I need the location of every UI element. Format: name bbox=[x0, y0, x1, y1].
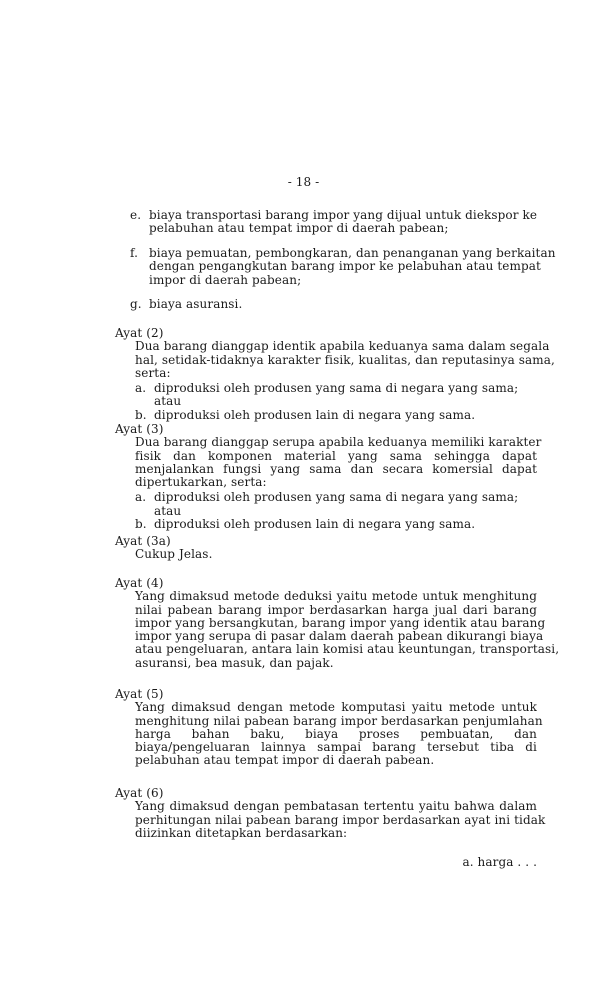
text-line: Yang dimaksud dengan metode komputasi yaitu metode untuk bbox=[135, 700, 537, 715]
text-line: pelabuhan atau tempat impor di daerah pabean; bbox=[149, 221, 449, 236]
list-marker: e. bbox=[130, 208, 142, 222]
sub-item-marker: b. bbox=[135, 407, 147, 422]
list-marker: g. bbox=[130, 297, 142, 311]
section-body bbox=[135, 700, 543, 768]
text-line: asuransi, bea masuk, dan pajak. bbox=[135, 655, 334, 670]
text-line: dipertukarkan, serta: bbox=[135, 475, 267, 490]
section-body bbox=[135, 435, 542, 490]
section-heading: Ayat (2) bbox=[115, 326, 164, 340]
section-heading: Ayat (4) bbox=[115, 576, 164, 590]
text-line: fisik dan komponen material yang sama sehingga dapat bbox=[135, 448, 537, 463]
page-number: - 18 - bbox=[287, 175, 320, 189]
sub-item bbox=[135, 491, 537, 518]
text-line: biaya asuransi. bbox=[149, 297, 243, 311]
section-heading: Ayat (6) bbox=[115, 786, 164, 800]
sub-item-text: diproduksi oleh produsen lain di negara yang sama. bbox=[154, 407, 476, 422]
list-item-text bbox=[149, 246, 556, 287]
section-body bbox=[135, 799, 546, 840]
text-line: perhitungan nilai pabean barang impor berdasarkan ayat ini tidak bbox=[135, 812, 546, 827]
section-body bbox=[135, 548, 537, 561]
text-line: impor yang serupa di pasar dalam daerah pabean dikurangi biaya bbox=[135, 629, 544, 644]
text-line: harga bahan baku, biaya proses pembuatan, dan bbox=[135, 726, 537, 741]
sub-item bbox=[135, 518, 537, 531]
sub-item-marker: b. bbox=[135, 517, 147, 532]
text-line: Yang dimaksud metode deduksi yaitu metode untuk menghitung bbox=[135, 589, 537, 604]
text-line: impor di daerah pabean; bbox=[149, 272, 302, 287]
text-line: nilai pabean barang impor berdasarkan harga jual dari barang bbox=[135, 602, 537, 617]
section-ayat-6 bbox=[115, 786, 546, 840]
sub-item-marker: a. bbox=[135, 381, 147, 396]
section-heading: Ayat (5) bbox=[115, 687, 164, 701]
sub-item-text: diproduksi oleh produsen yang sama di negara yang sama; atau bbox=[154, 381, 519, 409]
list-item-f bbox=[130, 246, 556, 287]
sub-item bbox=[135, 382, 537, 409]
section-ayat-3a bbox=[115, 535, 537, 562]
text-line: biaya pemuatan, pembongkaran, dan penanganan yang berkaitan bbox=[149, 246, 556, 260]
list-item-text bbox=[149, 298, 537, 311]
list-item-e bbox=[130, 209, 537, 236]
section-ayat-2 bbox=[115, 326, 555, 422]
text-line: Yang dimaksud dengan pembatasan tertentu yaitu bahwa dalam bbox=[135, 799, 537, 814]
text-line: biaya transportasi barang impor yang dijual untuk diekspor ke bbox=[149, 208, 538, 222]
text-line: serta: bbox=[135, 365, 171, 380]
text-line: atau pengeluaran, antara lain komisi atau keuntungan, transportasi, bbox=[135, 642, 560, 657]
text-line: impor yang bersangkutan, barang impor yang identik atau barang bbox=[135, 615, 546, 630]
text-line: pelabuhan atau tempat impor di daerah pabean. bbox=[135, 753, 435, 768]
list-item-g bbox=[130, 298, 537, 311]
section-body bbox=[135, 589, 560, 670]
text-line: dengan pengangkutan barang impor ke pelabuhan atau tempat bbox=[149, 259, 541, 274]
list-marker: f. bbox=[130, 246, 139, 260]
text-line: menjalankan fungsi yang sama dan secara komersial dapat bbox=[135, 461, 537, 476]
section-body bbox=[135, 339, 555, 380]
list-item-text bbox=[149, 209, 537, 236]
section-ayat-3 bbox=[115, 422, 542, 532]
text-line: Cukup Jelas. bbox=[135, 547, 213, 562]
section-heading: Ayat (3) bbox=[115, 422, 164, 436]
sub-item-text: diproduksi oleh produsen yang sama di negara yang sama; atau bbox=[154, 490, 519, 518]
section-ayat-5 bbox=[115, 687, 543, 768]
continuation-catchword: a. harga . . . bbox=[462, 855, 537, 869]
text-line: hal, setidak-tidaknya karakter fisik, kualitas, dan reputasinya sama, bbox=[135, 352, 555, 367]
section-heading: Ayat (3a) bbox=[115, 534, 171, 548]
text-line: Dua barang dianggap serupa apabila keduanya memiliki karakter bbox=[135, 435, 542, 450]
text-line: menghitung nilai pabean barang impor berdasarkan penjumlahan bbox=[135, 713, 543, 728]
sub-item bbox=[135, 409, 537, 422]
text-line: biaya/pengeluaran lainnya sampai barang tersebut tiba di bbox=[135, 740, 537, 755]
text-line: Dua barang dianggap identik apabila keduanya sama dalam segala bbox=[135, 339, 550, 354]
section-ayat-4 bbox=[115, 576, 560, 670]
sub-item-text: diproduksi oleh produsen lain di negara yang sama. bbox=[154, 517, 476, 532]
text-line: diizinkan ditetapkan berdasarkan: bbox=[135, 825, 348, 840]
sub-item-marker: a. bbox=[135, 490, 147, 505]
